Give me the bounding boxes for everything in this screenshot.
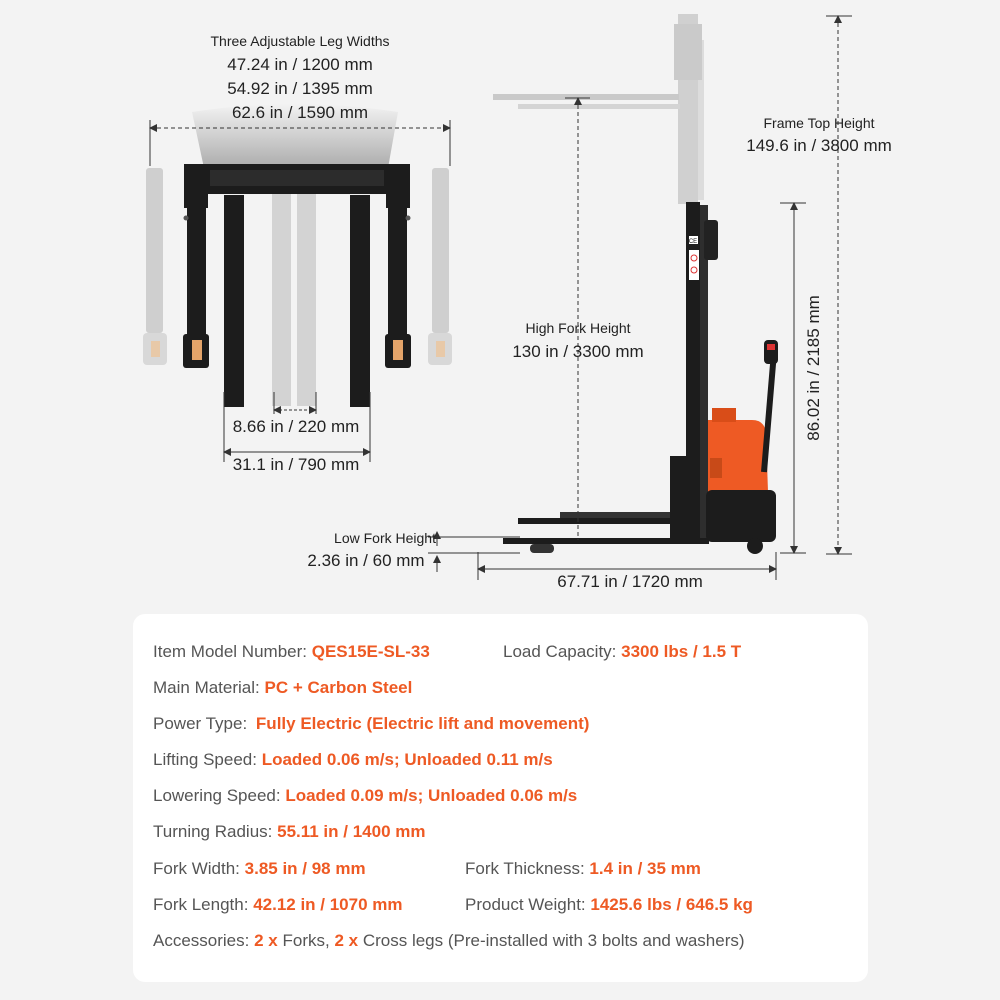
side-view-stacker: [493, 14, 778, 554]
svg-text:CE: CE: [688, 239, 698, 245]
leg-width-1: 47.24 in / 1200 mm: [227, 55, 373, 74]
side-view-dimension-lines: [428, 16, 852, 580]
leg-width-3: 62.6 in / 1590 mm: [231, 103, 369, 122]
spec-product-weight: [465, 895, 753, 915]
accessory-qty: 2 x: [254, 931, 278, 950]
spec-model-number: [153, 642, 430, 662]
leg-widths-title: Three Adjustable Leg Widths: [210, 33, 390, 49]
spec-label: Fork Width:: [153, 859, 240, 878]
spec-turning-radius: [153, 822, 426, 842]
spec-value: 42.12 in / 1070 mm: [253, 895, 403, 914]
spec-value: 1.4 in / 35 mm: [589, 859, 701, 878]
spec-value: QES15E-SL-33: [311, 642, 430, 661]
spec-label: Load Capacity:: [503, 642, 617, 661]
spec-value: 1425.6 lbs / 646.5 kg: [590, 895, 753, 914]
fork-gap-label: 8.66 in / 220 mm: [232, 417, 360, 436]
high-fork-height-title: High Fork Height: [525, 320, 631, 336]
spec-value: PC + Carbon Steel: [264, 678, 413, 697]
spec-label: Lowering Speed:: [153, 786, 281, 805]
low-fork-height-title: Low Fork Height: [334, 530, 436, 546]
spec-fork-width: [153, 859, 366, 879]
spec-accessories: [153, 931, 745, 951]
spec-value: Loaded 0.06 m/s; Unloaded 0.11 m/s: [261, 750, 553, 769]
accessory-qty: 2 x: [334, 931, 359, 950]
spec-fork-length: [153, 895, 403, 915]
spec-label: Power Type:: [153, 714, 248, 733]
spec-main-material: [153, 678, 412, 698]
spec-label: Fork Thickness:: [465, 859, 585, 878]
spec-label: Item Model Number:: [153, 642, 307, 661]
fork-outer-width-label: 31.1 in / 790 mm: [232, 455, 360, 474]
spec-fork-thickness: [465, 859, 701, 879]
spec-value: Fully Electric (Electric lift and movement): [255, 714, 590, 733]
spec-lowering-speed: [153, 786, 577, 806]
spec-power-type: [153, 714, 589, 734]
accessory-item: Forks,: [282, 931, 330, 950]
low-fork-height-value: 2.36 in / 60 mm: [307, 551, 425, 570]
spec-label: Product Weight:: [465, 895, 586, 914]
accessory-item: Cross legs (Pre-installed with 3 bolts and washers): [362, 931, 745, 950]
spec-value: 55.11 in / 1400 mm: [277, 822, 426, 841]
spec-lifting-speed: [153, 750, 553, 770]
overall-length-label: 67.71 in / 1720 mm: [557, 572, 703, 591]
spec-value: Loaded 0.09 m/s; Unloaded 0.06 m/s: [285, 786, 578, 805]
frame-top-height-value: 149.6 in / 3800 mm: [746, 136, 892, 155]
spec-label: Accessories:: [153, 931, 250, 950]
frame-top-height-title: Frame Top Height: [763, 115, 875, 131]
mast-height-label: 86.02 in / 2185 mm: [804, 295, 823, 441]
spec-label: Main Material:: [153, 678, 260, 697]
spec-load-capacity: [503, 642, 741, 662]
specifications-panel: [133, 614, 868, 982]
spec-value: 3.85 in / 98 mm: [244, 859, 366, 878]
spec-label: Turning Radius:: [153, 822, 273, 841]
spec-label: Fork Length:: [153, 895, 249, 914]
spec-label: Lifting Speed:: [153, 750, 257, 769]
top-view-stacker: [143, 104, 452, 407]
spec-value: 3300 lbs / 1.5 T: [621, 642, 742, 661]
high-fork-height-value: 130 in / 3300 mm: [512, 342, 644, 361]
leg-width-2: 54.92 in / 1395 mm: [227, 79, 373, 98]
